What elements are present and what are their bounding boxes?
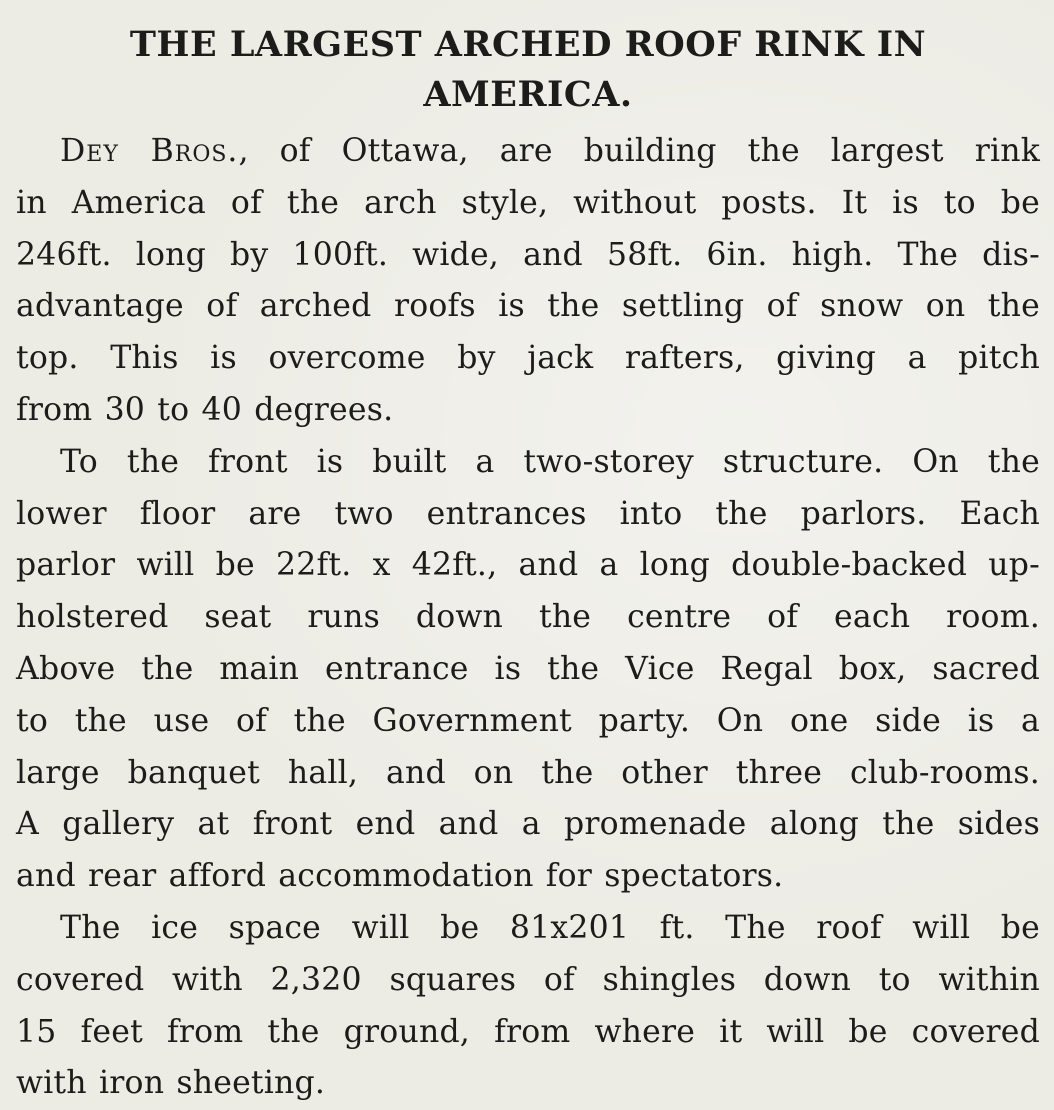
paragraph-2-line-3: parlor will be 22ft. x 42ft., and a long double-backed up- (16, 547, 1040, 584)
title-line-1: THE LARGEST ARCHED ROOF RINK IN (129, 24, 927, 65)
paragraph-3-line-1: The ice space will be 81x201 ft. The roof will be (60, 909, 1040, 946)
paragraph-2-line-8: A gallery at front end and a promenade along the sides (16, 806, 1040, 843)
paragraph-3 (16, 903, 1040, 1110)
paragraph-3-line-3: 15 feet from the ground, from where it will be covered (16, 1013, 1040, 1050)
paragraph-2-line-2: lower floor are two entrances into the parlors. Each (16, 495, 1040, 532)
paragraph-1-line-5: top. This is overcome by jack rafters, giving a pitch (16, 340, 1040, 377)
paragraph-2-line-5: Above the main entrance is the Vice Regal box, sacred (16, 650, 1040, 687)
paragraph-1-line-3: 246ft. long by 100ft. wide, and 58ft. 6in. high. The dis- (16, 236, 1040, 273)
paragraph-1-line-1: Dey Bros., of Ottawa, are building the largest rink (60, 133, 1040, 169)
paragraph-2-line-1: To the front is built a two-storey structure. On the (60, 443, 1040, 480)
paragraph-2-line-6: to the use of the Government party. On one side is a (16, 702, 1040, 739)
firm-name: Dey Bros. (60, 133, 239, 169)
paragraph-2-line-9: and rear afford accommodation for spectators. (16, 858, 784, 895)
paragraph-3-line-4: with iron sheeting. (16, 1065, 326, 1102)
paragraph-2-line-7: large banquet hall, and on the other three club-rooms. (16, 754, 1040, 791)
paragraph-1-line-6: from 30 to 40 degrees. (16, 391, 394, 428)
paragraph-1-line-4: advantage of arched roofs is the settling of snow on the (16, 288, 1040, 325)
paragraph-3-line-2: covered with 2,320 squares of shingles down to within (16, 961, 1040, 998)
paragraph-1 (16, 126, 1040, 437)
title-line-2: AMERICA. (423, 74, 633, 115)
paragraph-2 (16, 437, 1040, 903)
article-title (16, 14, 1040, 120)
paragraph-1-line-2: in America of the arch style, without posts. It is to be (16, 184, 1040, 221)
paragraph-2-line-4: holstered seat runs down the centre of each room. (16, 599, 1040, 636)
